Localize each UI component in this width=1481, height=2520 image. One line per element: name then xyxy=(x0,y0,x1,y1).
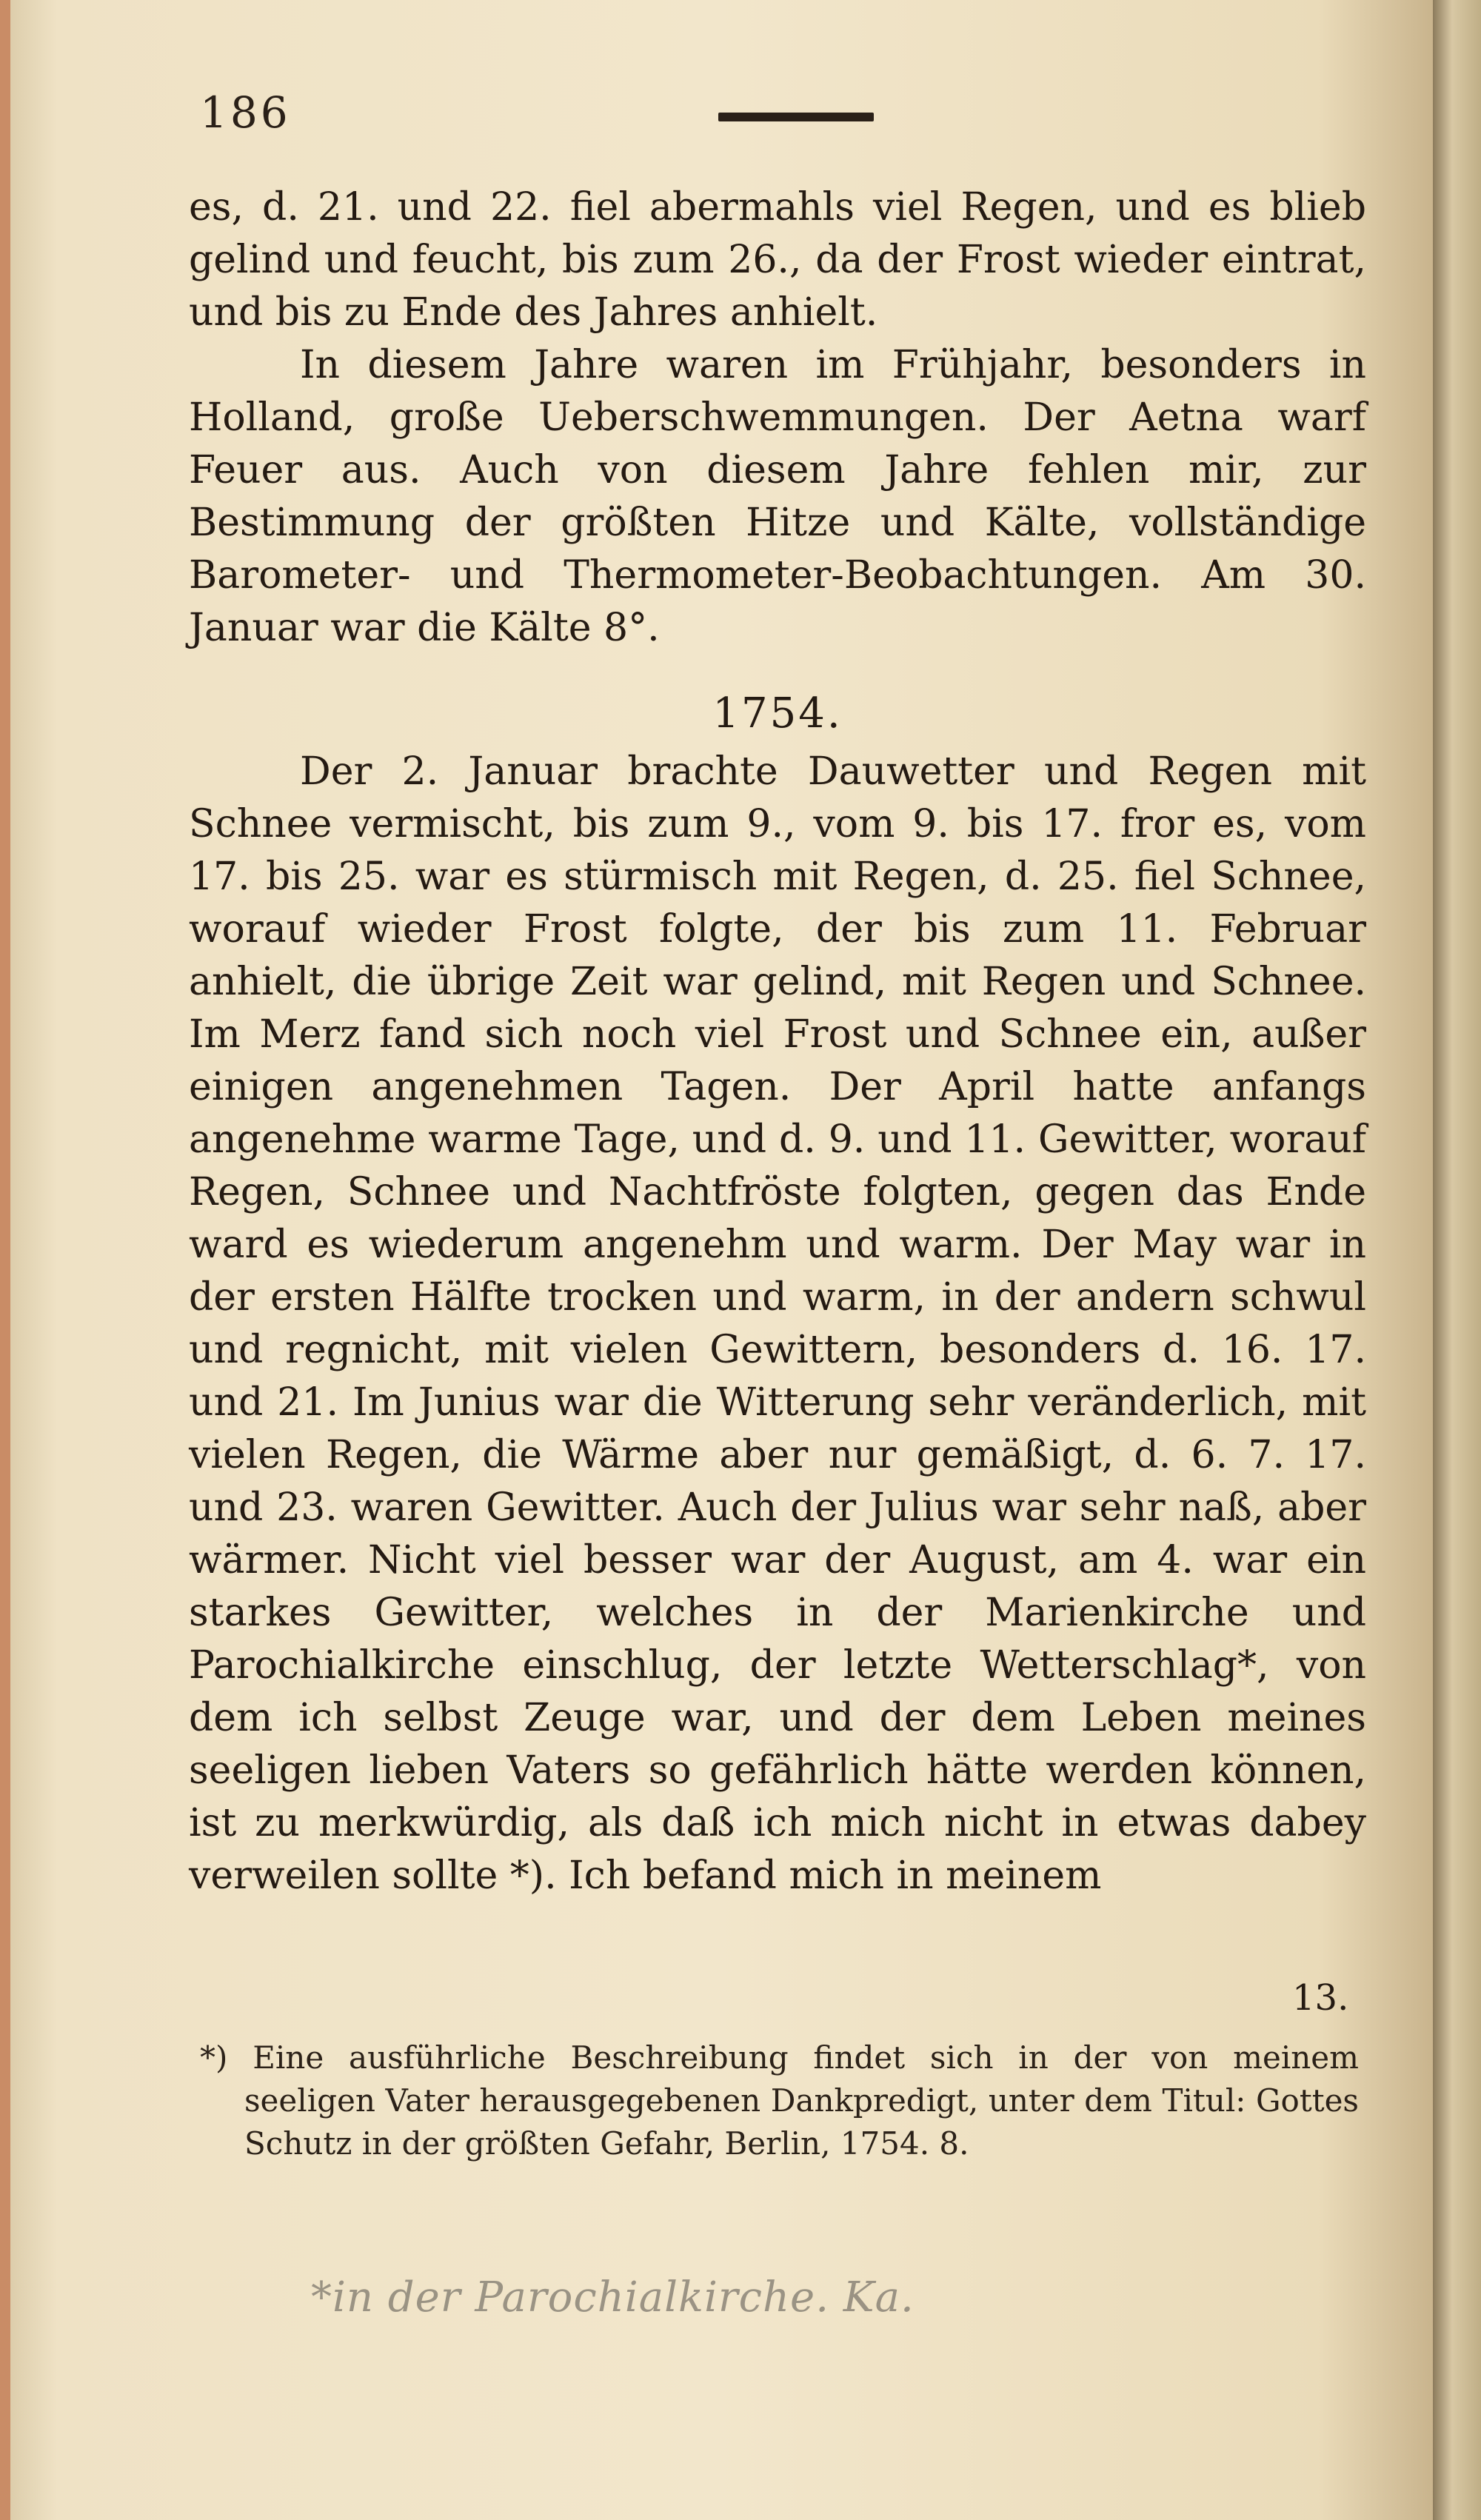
book-spine-edge xyxy=(1433,0,1481,2520)
footnote-body xyxy=(200,2036,1359,2165)
footnote-text: Eine ausführliche Beschreibung findet sich in der von meinem seeligen Vater herausgegebenen Dankpredigt, unter dem Titul: Gottes Schutz in der größten Gefahr, Berlin, 1754. 8. xyxy=(244,2039,1359,2162)
handwritten-annotation: *in der Parochialkirche. Ka. xyxy=(311,2273,915,2322)
footnote-marker: *) xyxy=(200,2039,228,2076)
page-number: 186 xyxy=(200,87,291,138)
paragraph-1753-events: In diesem Jahre waren im Frühjahr, besonders in Holland, große Ueberschwemmungen. Der Aetna warf Feuer aus. Auch von diesem Jahre fehlen mir, zur Bestimmung der größten Hitze und Kälte, vollständige Barometer- und Thermometer-Beobachtungen. Am 30. Januar war die Kälte 8°. xyxy=(189,343,1366,650)
catchword: 13. xyxy=(1292,1977,1349,2019)
main-text xyxy=(189,181,1366,1902)
page-header xyxy=(200,87,1370,147)
paragraph-continuation: es, d. 21. und 22. fiel abermahls viel Regen, und es blieb gelind und feucht, bis zum 26., da der Frost wieder eintrat, und bis zu Ende des Jahres anhielt. xyxy=(189,185,1366,335)
paragraph-1754-weather: Der 2. Januar brachte Dauwetter und Regen mit Schnee vermischt, bis zum 9., vom 9. bis 17. fror es, vom 17. bis 25. war es stürmisch mit Regen, d. 25. fiel Schnee, worauf wieder Frost folgte, der bis zum 11. Februar anhielt, die übrige Zeit war gelind, mit Regen und Schnee. Im Merz fand sich noch viel Frost und Schnee ein, außer einigen angenehmen Tagen. Der April hatte anfangs angenehme warme Tage, und d. 9. und 11. Gewitter, worauf Regen, Schnee und Nachtfröste folgten, gegen das Ende ward es wiederum angenehm und warm. Der May war in der ersten Hälfte trocken und warm, in der andern schwul und regnicht, mit vielen Gewittern, besonders d. 16. 17. und 21. Im Junius war die Witterung sehr veränderlich, mit vielen Regen, die Wärme aber nur gemäßigt, d. 6. 7. 17. und 23. waren Gewitter. Auch der Julius war sehr naß, aber wärmer. Nicht viel besser war der August, am 4. war ein starkes Gewitter, welches in der Marienkirche und Parochialkirche einschlug, der letzte Wetterschlag*, von dem ich selbst Zeuge war, und der dem Leben meines seeligen lieben Vaters so gefährlich hätte werden können, ist zu merkwürdig, als daß ich mich nicht in etwas dabey verweilen sollte *). Ich befand mich in meinem xyxy=(189,749,1366,1898)
footnote xyxy=(200,2036,1359,2165)
header-ornament-rule xyxy=(718,113,874,121)
year-heading: 1754. xyxy=(712,689,843,738)
